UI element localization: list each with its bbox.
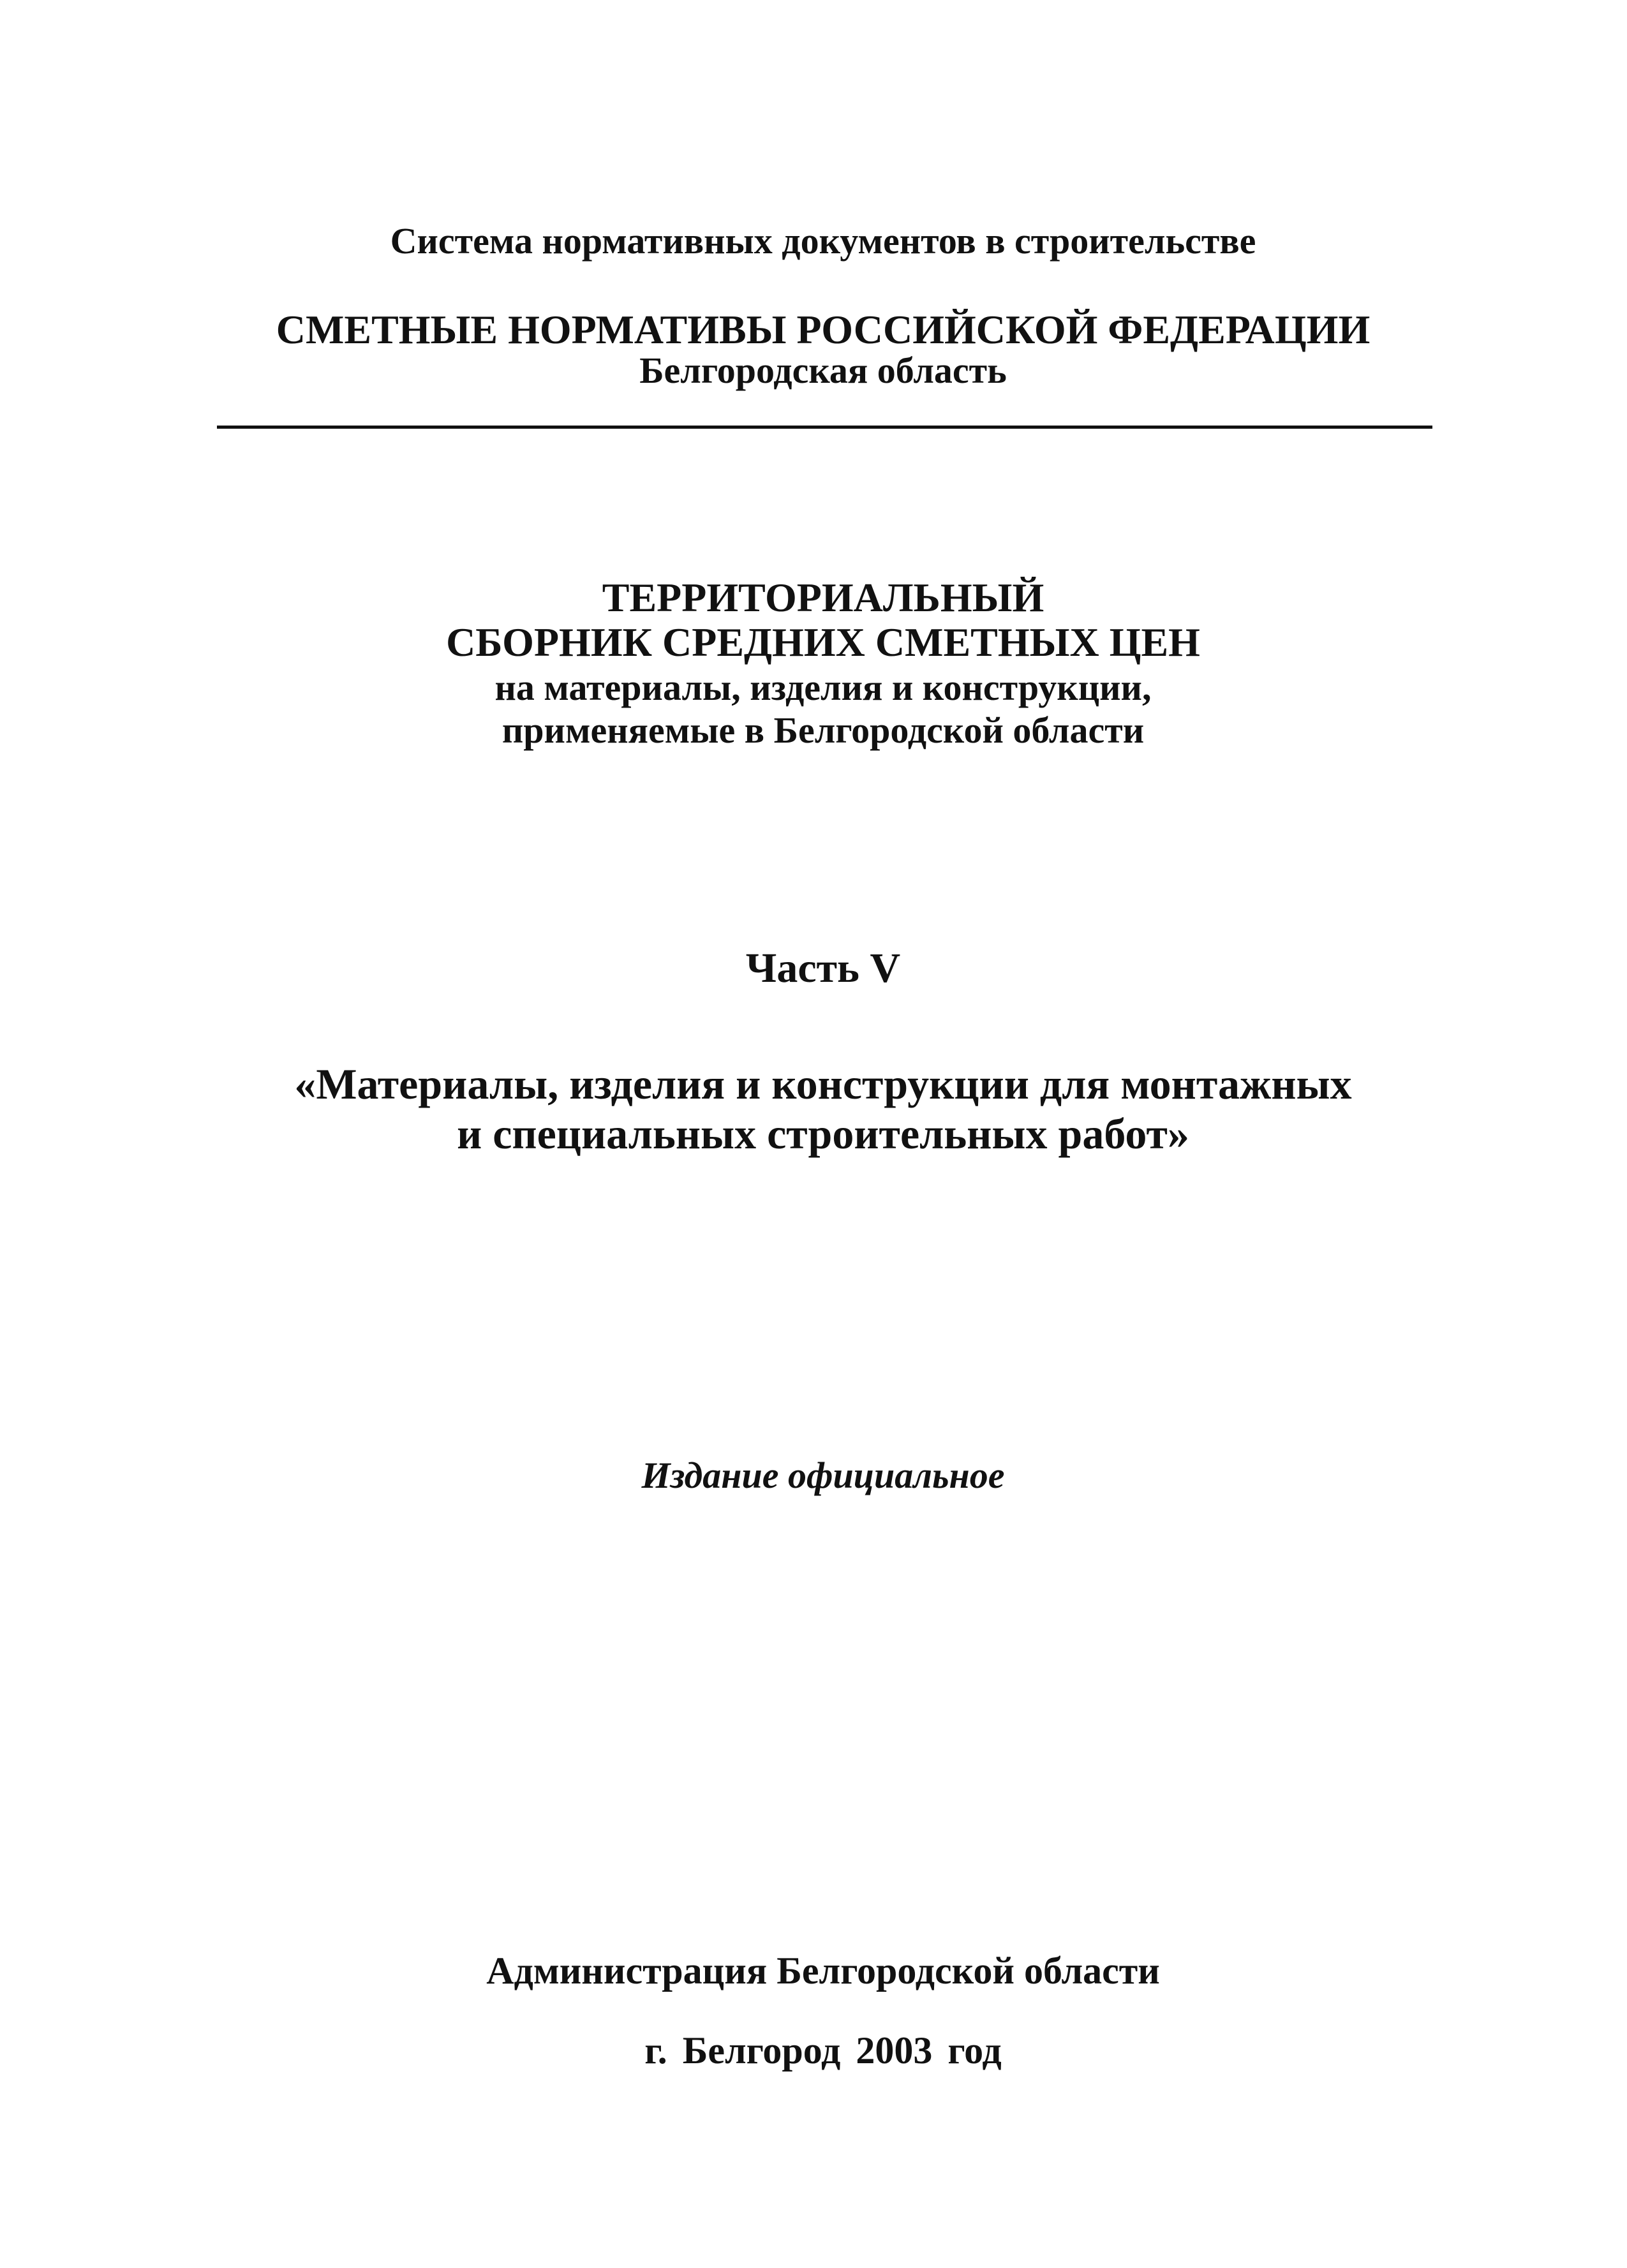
- part-label: Часть V: [745, 945, 901, 991]
- part-subtitle-line2: и специальных строительных работ»: [457, 1109, 1189, 1158]
- region-title: Белгородская область: [639, 350, 1007, 391]
- collection-title-line4: применяемые в Белгородской области: [501, 709, 1145, 751]
- collection-title-line2: СБОРНИК СРЕДНИХ СМЕТНЫХ ЦЕН: [446, 619, 1200, 665]
- edition-note: Издание официальное: [641, 1455, 1005, 1496]
- header-divider: [217, 426, 1432, 429]
- part-subtitle-line1: «Материалы, изделия и конструкции для монтажных: [294, 1060, 1352, 1108]
- norms-title: СМЕТНЫЕ НОРМАТИВЫ РОССИЙСКОЙ ФЕДЕРАЦИИ: [276, 307, 1371, 352]
- collection-title-line3: на материалы, изделия и конструкции,: [494, 667, 1152, 708]
- collection-title-line1: ТЕРРИТОРИАЛЬНЫЙ: [602, 575, 1044, 620]
- publisher: Администрация Белгородской области: [486, 1950, 1160, 1992]
- city-year: г. Белгород 2003 год: [644, 2029, 1002, 2072]
- system-title: Система нормативных документов в строительстве: [390, 220, 1256, 262]
